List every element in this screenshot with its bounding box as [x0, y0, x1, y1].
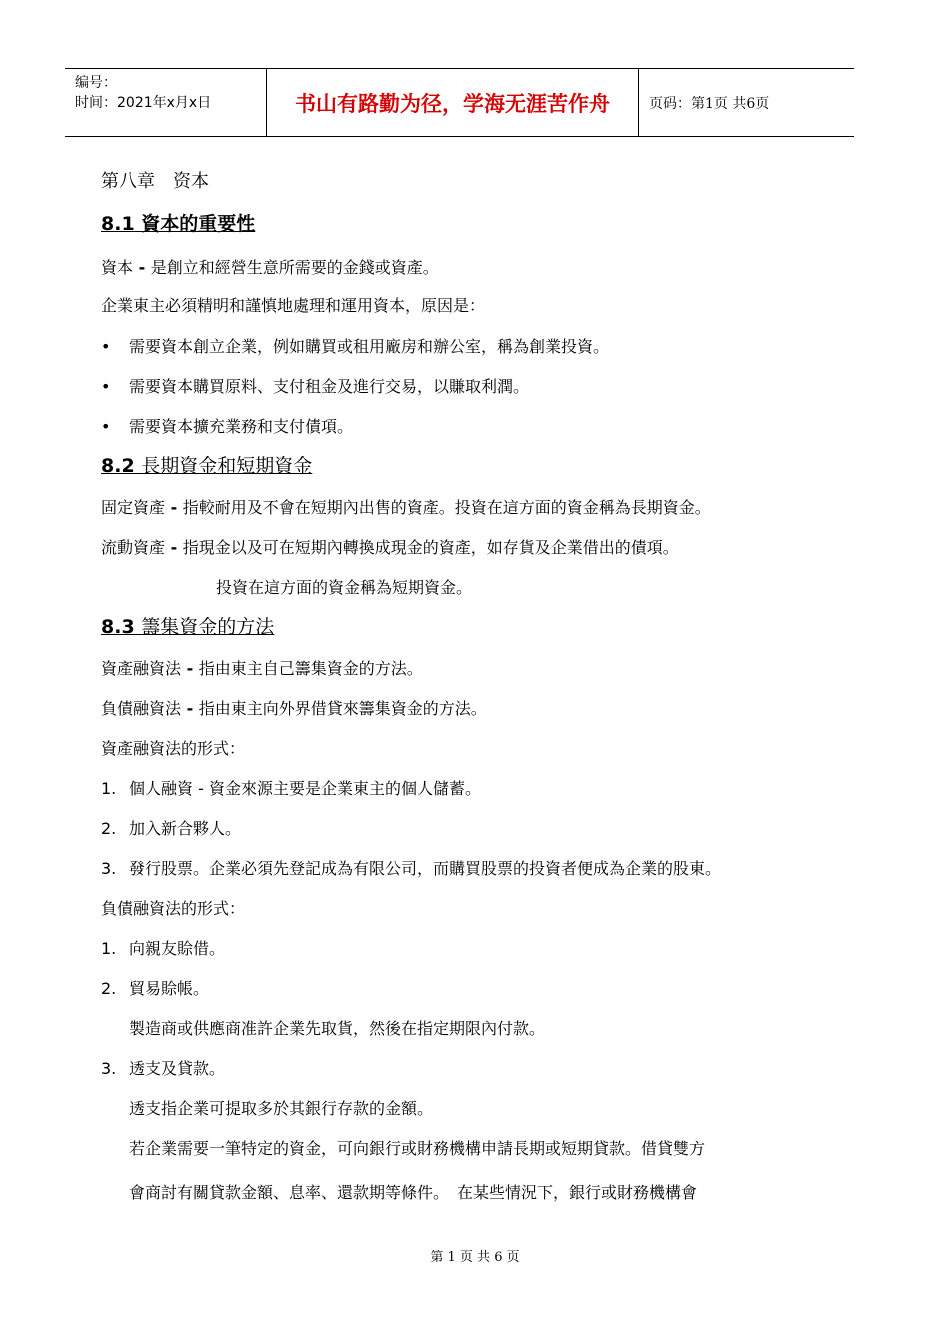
term-dash: -: [181, 699, 199, 718]
item-number: 1.: [101, 779, 117, 798]
overdraft-note: 透支指企業可提取多於其銀行存款的金額。: [129, 1099, 434, 1118]
time-label: 时间：2021年x月x日: [75, 95, 212, 111]
bullet-glyph: •: [101, 377, 111, 396]
equity-forms-label: 資產融資法的形式：: [101, 739, 246, 758]
list-item-text: 需要資本創立企業，例如購買或租用廠房和辦公室，稱為創業投資。: [129, 337, 610, 356]
section-title: 長期資金和短期資金: [141, 455, 313, 477]
definition: 是創立和經營生意所需要的金錢或資產。: [150, 258, 439, 277]
term-dash: -: [133, 258, 151, 277]
page-header: [65, 68, 854, 137]
term: 固定資產: [101, 498, 166, 517]
section-number: 8.3: [101, 616, 135, 638]
item-text: 貿易賒帳。: [129, 979, 210, 998]
list-item: [101, 336, 841, 358]
item-text: 加入新合夥人。: [129, 819, 242, 838]
numbered-item: [101, 818, 242, 840]
current-assets-definition: [101, 537, 679, 559]
item-text: 透支及貸款。: [129, 1059, 226, 1078]
item-number: 3.: [101, 859, 117, 878]
term: 資本: [101, 258, 134, 277]
term-dash: -: [165, 498, 183, 517]
numbered-item: [101, 858, 722, 880]
definition: 指由東主向外界借貸來籌集資金的方法。: [198, 699, 487, 718]
numbered-item: [101, 938, 226, 960]
list-item: [101, 416, 841, 438]
list-item: [101, 376, 841, 398]
header-motto: 书山有路勤为径，学海无涯苦作舟: [266, 69, 639, 136]
term: 負債融資法: [101, 699, 182, 718]
header-page-info: 页码：第1页 共6页: [649, 95, 770, 112]
section-number: 8.1: [101, 213, 135, 235]
section-8-1-heading: [101, 213, 255, 235]
loan-note-line: 會商討有關貸款金額、息率、還款期等條件。 在某些情況下，銀行或財務機構會: [129, 1183, 698, 1202]
numbered-item: [101, 978, 210, 1000]
item-text: 向親友賒借。: [129, 939, 226, 958]
term: 流動資產: [101, 538, 166, 557]
numbered-item: [101, 778, 481, 800]
section-number: 8.2: [101, 455, 135, 477]
section-title: 籌集資金的方法: [141, 616, 275, 638]
definition: 指由東主自己籌集資金的方法。: [198, 659, 423, 678]
item-number: 2.: [101, 819, 117, 838]
item-text: 個人融資 - 資金來源主要是企業東主的個人儲蓄。: [129, 779, 481, 798]
capital-definition: [101, 257, 439, 279]
bullet-glyph: •: [101, 417, 111, 436]
term-dash: -: [181, 659, 199, 678]
item-number: 2.: [101, 979, 117, 998]
list-item-text: 需要資本擴充業務和支付債項。: [129, 417, 354, 436]
definition: 指較耐用及不會在短期內出售的資產。投資在這方面的資金稱為長期資金。: [182, 498, 711, 517]
fixed-assets-definition: [101, 497, 711, 519]
term-dash: -: [165, 538, 183, 557]
section-title: 資本的重要性: [141, 213, 256, 235]
item-text: 發行股票。企業必須先登記成為有限公司，而購買股票的投資者便成為企業的股東。: [129, 859, 722, 878]
paragraph: 企業東主必須精明和謹慎地處理和運用資本，原因是：: [101, 296, 486, 315]
section-8-2-heading: [101, 455, 312, 477]
number-label: 编号：: [75, 75, 117, 91]
debt-financing-definition: [101, 698, 487, 720]
item-number: 1.: [101, 939, 117, 958]
definition-continuation: 投資在這方面的資金稱為短期資金。: [216, 578, 473, 597]
loan-note-line: 若企業需要一筆特定的資金，可向銀行或財務機構申請長期或短期貸款。借貸雙方: [129, 1139, 706, 1158]
bullet-glyph: •: [101, 337, 111, 356]
numbered-item: [101, 1058, 226, 1080]
equity-financing-definition: [101, 658, 423, 680]
header-meta: [65, 69, 266, 136]
chapter-title: 第八章 资本: [101, 171, 209, 192]
debt-forms-label: 負債融資法的形式：: [101, 899, 246, 918]
section-8-3-heading: [101, 616, 274, 638]
list-item-text: 需要資本購買原料、支付租金及進行交易，以賺取利潤。: [129, 377, 530, 396]
page-footer: 第 1 页 共 6 页: [430, 1250, 520, 1265]
item-number: 3.: [101, 1059, 117, 1078]
term: 資產融資法: [101, 659, 182, 678]
definition: 指現金以及可在短期內轉換成現金的資產，如存貨及企業借出的債項。: [182, 538, 679, 557]
trade-credit-note: 製造商或供應商准許企業先取貨，然後在指定期限內付款。: [129, 1019, 546, 1038]
